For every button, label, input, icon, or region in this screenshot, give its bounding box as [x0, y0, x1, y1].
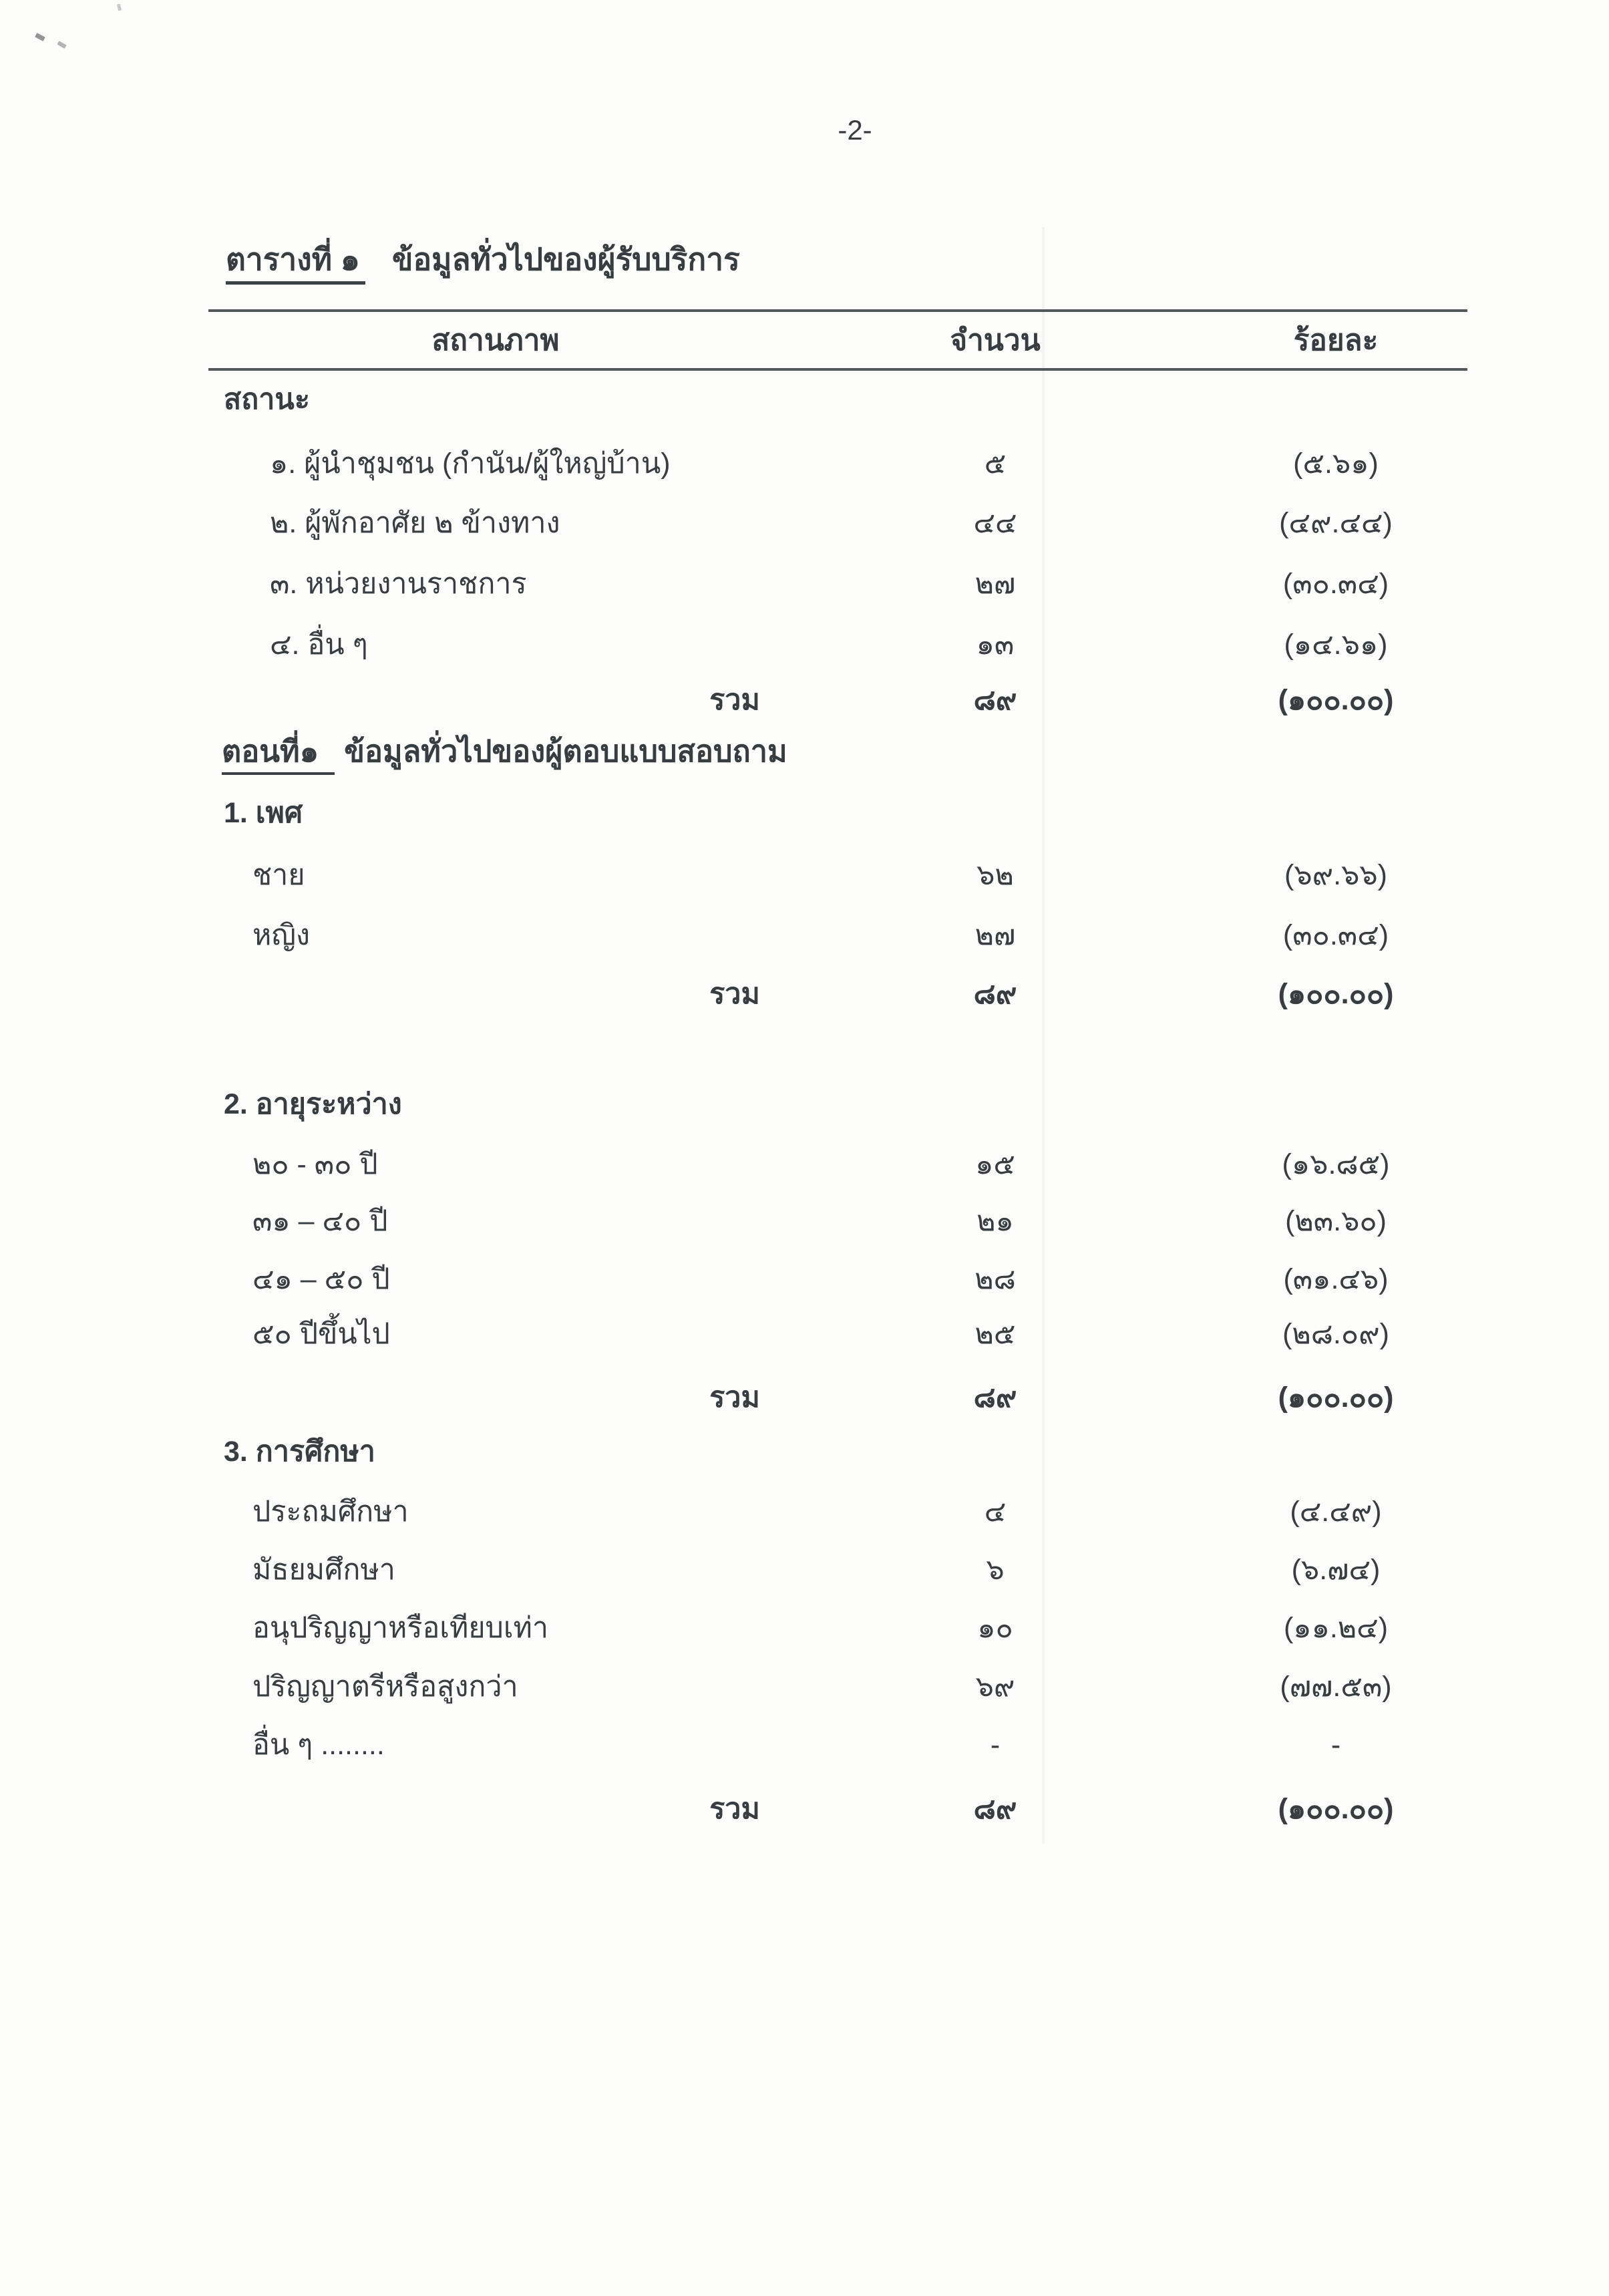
row-percent: (๓๑.๔๖) — [1283, 1263, 1389, 1295]
row-percent: (๔๙.๔๔) — [1279, 507, 1393, 539]
row-count: ๒๗ — [974, 919, 1016, 951]
total-label: รวม — [709, 1381, 760, 1414]
table-row — [0, 1488, 1609, 1535]
total-count: ๘๙ — [973, 978, 1017, 1010]
column-header-status: สถานภาพ — [431, 324, 560, 357]
table-row — [0, 500, 1609, 546]
section-heading: 1. เพศ — [224, 797, 303, 829]
row-label: ๓๑ – ๔๐ ปี — [252, 1205, 388, 1237]
row-count: ๑๐ — [977, 1612, 1013, 1644]
row-label: ๑. ผู้นำชุมชน (กำนัน/ผู้ใหญ่บ้าน) — [270, 448, 671, 480]
table-row — [0, 1546, 1609, 1593]
total-label: รวม — [709, 1793, 760, 1825]
row-label: ชาย — [252, 859, 305, 891]
row-count: ๑๓ — [976, 629, 1015, 661]
row-count: ๒๑ — [976, 1205, 1014, 1237]
total-row — [0, 1786, 1609, 1832]
table-top-rule — [208, 309, 1467, 312]
row-label: ๕๐ ปีขึ้นไป — [252, 1318, 390, 1350]
section-heading-row — [0, 376, 1609, 423]
row-percent: (๒๓.๖๐) — [1285, 1205, 1387, 1237]
document-title — [226, 234, 740, 285]
row-label: ๒. ผู้พักอาศัย ๒ ข้างทาง — [270, 507, 560, 539]
total-count: ๘๙ — [973, 1793, 1017, 1825]
row-count: ๕ — [984, 448, 1007, 480]
total-row — [0, 677, 1609, 723]
row-count: ๒๗ — [974, 568, 1016, 600]
table-row — [0, 1256, 1609, 1303]
table-row — [0, 560, 1609, 607]
section-heading: สถานะ — [224, 383, 310, 416]
row-percent: (๑๖.๘๕) — [1282, 1148, 1390, 1180]
row-label: ประถมศึกษา — [252, 1496, 409, 1528]
row-percent: (๓๐.๓๔) — [1282, 919, 1389, 951]
column-header-count: จำนวน — [950, 324, 1041, 357]
row-label: อื่น ๆ ........ — [252, 1729, 385, 1761]
row-count: ๖๙ — [975, 1671, 1015, 1703]
table-header-row — [0, 317, 1609, 364]
table-row — [0, 1141, 1609, 1188]
section-heading-row — [0, 1081, 1609, 1128]
row-label: อนุปริญญาหรือเทียบเท่า — [252, 1612, 549, 1644]
row-percent: (๗๗.๕๓) — [1280, 1671, 1392, 1703]
part-heading — [222, 727, 787, 776]
total-percent: (๑๐๐.๐๐) — [1278, 684, 1394, 716]
row-percent: (๖๙.๖๖) — [1284, 859, 1387, 891]
table-row — [0, 852, 1609, 898]
table-title-text: ข้อมูลทั่วไปของผู้รับบริการ — [392, 242, 740, 277]
scan-speck — [117, 4, 122, 11]
row-count: ๑๕ — [975, 1148, 1015, 1180]
page-number: -2- — [838, 114, 872, 146]
table-row — [0, 1721, 1609, 1768]
total-percent: (๑๐๐.๐๐) — [1278, 1793, 1394, 1825]
table-row — [0, 912, 1609, 959]
row-label: หญิง — [252, 919, 310, 951]
total-label: รวม — [709, 978, 760, 1010]
row-count: ๔ — [984, 1496, 1007, 1528]
row-percent: (๖.๗๔) — [1291, 1554, 1381, 1586]
total-row — [0, 971, 1609, 1017]
table-row — [0, 1605, 1609, 1651]
total-percent: (๑๐๐.๐๐) — [1278, 1381, 1394, 1414]
row-label: ๔๑ – ๕๐ ปี — [252, 1263, 390, 1295]
part-heading-text: ข้อมูลทั่วไปของผู้ตอบแบบสอบถาม — [344, 734, 787, 768]
row-percent: (๑๑.๒๔) — [1283, 1612, 1389, 1644]
row-count: ๖๒ — [976, 859, 1014, 891]
table-row — [0, 1198, 1609, 1245]
scan-speck — [57, 41, 66, 49]
row-label: มัธยมศึกษา — [252, 1554, 395, 1586]
row-percent: (๑๔.๖๑) — [1284, 629, 1388, 661]
total-count: ๘๙ — [973, 1381, 1017, 1414]
row-count: ๔๔ — [973, 507, 1017, 539]
column-header-percent: ร้อยละ — [1293, 324, 1379, 357]
table-row — [0, 1663, 1609, 1710]
total-label: รวม — [709, 684, 760, 716]
row-percent: (๓๐.๓๔) — [1282, 568, 1389, 600]
row-count: ๖ — [986, 1554, 1005, 1586]
row-percent: (๔.๔๙) — [1290, 1496, 1382, 1528]
table-row — [0, 621, 1609, 668]
total-row — [0, 1374, 1609, 1421]
total-percent: (๑๐๐.๐๐) — [1278, 978, 1394, 1010]
part-number-label: ตอนที่๑ — [222, 733, 335, 775]
row-percent: (๒๘.๐๙) — [1282, 1318, 1389, 1350]
row-label: ๓. หน่วยงานราชการ — [270, 568, 527, 600]
table-row — [0, 440, 1609, 487]
total-count: ๘๙ — [973, 684, 1017, 716]
row-percent: (๕.๖๑) — [1293, 448, 1379, 480]
scan-speck — [35, 33, 45, 41]
section-heading: 2. อายุระหว่าง — [224, 1088, 402, 1120]
table-row — [0, 1311, 1609, 1357]
table-header-rule — [208, 368, 1467, 371]
row-label: ๔. อื่น ๆ — [270, 629, 368, 661]
table-number-label: ตารางที่ ๑ — [226, 240, 365, 285]
section-heading: 3. การศึกษา — [224, 1436, 375, 1468]
row-count: ๒๕ — [974, 1318, 1016, 1350]
row-count: - — [990, 1729, 1001, 1761]
row-percent: - — [1330, 1729, 1341, 1761]
section-heading-row — [0, 1428, 1609, 1475]
row-count: ๒๘ — [974, 1263, 1016, 1295]
row-label: ๒๐ - ๓๐ ปี — [252, 1148, 378, 1180]
row-label: ปริญญาตรีหรือสูงกว่า — [252, 1671, 518, 1703]
section-heading-row — [0, 790, 1609, 836]
